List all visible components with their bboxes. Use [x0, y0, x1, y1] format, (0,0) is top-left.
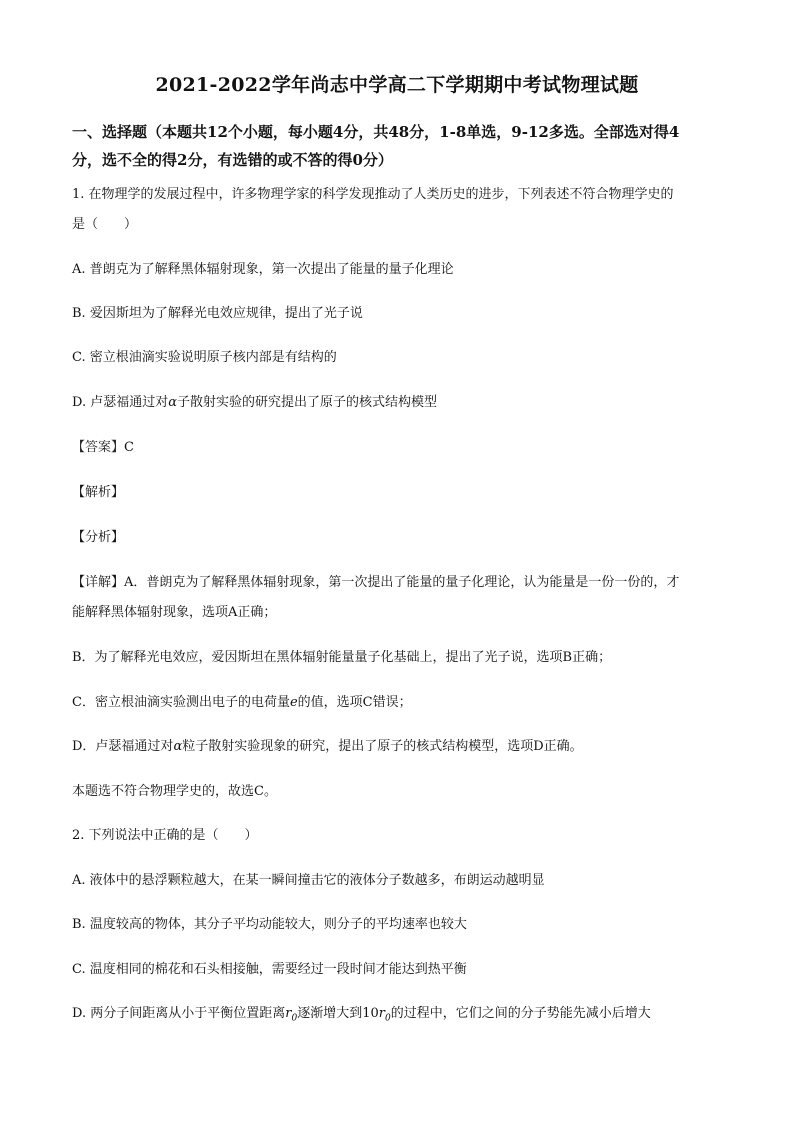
- option-d-text: D. 卢瑟福通过对: [72, 395, 169, 410]
- alpha-symbol: α: [168, 395, 178, 410]
- detail-line: 能解释黑体辐射现象，选项A正确；: [72, 605, 277, 620]
- detail-line: [72, 693, 732, 713]
- option-d-text: 逐渐增大到: [297, 1006, 363, 1021]
- alpha-symbol: α: [173, 739, 183, 754]
- answer-value: C: [124, 440, 134, 455]
- question-2-option-c: C. 温度相同的棉花和石头相接触，需要经过一段时间才能达到热平衡: [72, 962, 467, 977]
- question-1-option-c: C. 密立根油滴实验说明原子核内部是有结构的: [72, 350, 337, 365]
- option-d-text: 子散射实验的研究提出了原子的核式结构模型: [177, 395, 438, 410]
- detail-text: C．密立根油滴实验测出电子的电荷量: [72, 695, 290, 710]
- breakdown-tag: 【分析】: [72, 530, 125, 545]
- question-2-option-b: B. 温度较高的物体，其分子平均动能较大，则分子的平均速率也较大: [72, 917, 467, 932]
- section-heading: [72, 118, 727, 174]
- question-1-option-b: B. 爱因斯坦为了解释光电效应规律，提出了光子说: [72, 306, 363, 321]
- detail-line: B．为了解释光电效应，爱因斯坦在黑体辐射能量量子化基础上，提出了光子说，选项B正确；: [72, 650, 612, 665]
- ten-r0-symbol: $10r_0$: [362, 1006, 391, 1024]
- option-d-text: D. 两分子间距离从小于平衡位置距离: [72, 1006, 286, 1021]
- answer-line: [72, 438, 732, 458]
- section-heading-line: 分，选不全的得2分，有选错的或不答的得0分）: [72, 151, 393, 169]
- analysis-tag: 【解析】: [72, 485, 125, 500]
- charge-symbol: e: [289, 695, 298, 710]
- conclusion-line: 本题选不符合物理学史的，故选C。: [72, 784, 277, 799]
- answer-tag: 【答案】: [72, 440, 125, 455]
- question-2-option-d: [72, 1004, 732, 1029]
- option-d-text: 的过程中，它们之间的分子势能先减小后增大: [390, 1006, 651, 1021]
- detail-line: [72, 737, 732, 757]
- question-1-option-d: [72, 393, 732, 413]
- detail-text: 粒子散射实验现象的研究，提出了原子的核式结构模型，选项D正确。: [182, 739, 583, 754]
- question-1-stem: 1. 在物理学的发展过程中，许多物理学家的科学发现推动了人类历史的进步，下列表述不符合物理学史的: [72, 187, 674, 202]
- section-heading-line: 一、选择题（本题共12个小题，每小题4分，共48分，1-8单选，9-12多选。全部选对得4: [72, 123, 680, 141]
- question-1-option-a: A. 普朗克为了解释黑体辐射现象，第一次提出了能量的量子化理论: [72, 262, 454, 277]
- question-2-stem: 2. 下列说法中正确的是（ ）: [72, 828, 258, 843]
- page-title: 2021-2022学年尚志中学高二下学期期中考试物理试题: [155, 74, 639, 96]
- detail-text: D．卢瑟福通过对: [72, 739, 174, 754]
- detail-text: 的值，选项C错误；: [297, 695, 412, 710]
- r0-symbol: $r_0$: [285, 1006, 298, 1024]
- detail-line: 【详解】A．普朗克为了解释黑体辐射现象，第一次提出了能量的量子化理论，认为能量是一份一份的，才: [72, 575, 680, 590]
- question-2-option-a: A. 液体中的悬浮颗粒越大，在某一瞬间撞击它的液体分子数越多，布朗运动越明显: [72, 873, 545, 888]
- question-1-stem-cont: 是（ ）: [72, 217, 138, 232]
